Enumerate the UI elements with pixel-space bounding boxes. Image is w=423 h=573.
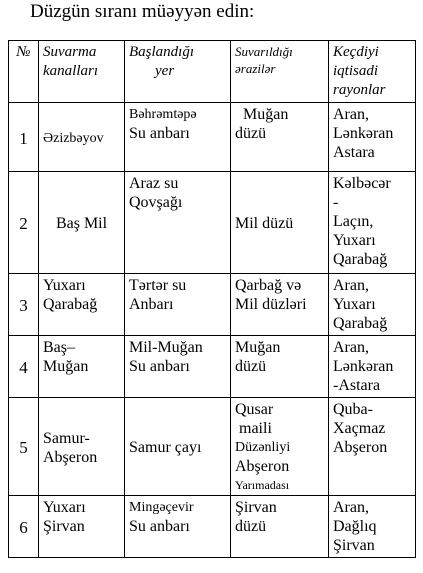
row-number: 6 [9, 496, 39, 558]
row-number: 5 [9, 398, 39, 496]
areas-cell: Mil düzü [231, 172, 329, 274]
start-cell: Mil-Muğan Su anbarı [125, 336, 231, 398]
regions-cell: Kəlbəcər - Laçın, Yuxarı Qarabağ [329, 172, 416, 274]
row-number: 2 [9, 172, 39, 274]
row-number: 4 [9, 336, 39, 398]
areas-cell: Muğan düzü [231, 336, 329, 398]
header-regions: Keçdiyi iqtisadi rayonlar [329, 41, 416, 103]
header-canals: Suvarma kanalları [39, 41, 125, 103]
canal-cell: Əzizbəyov [39, 103, 125, 172]
start-cell: Tərtər su Anbarı [125, 274, 231, 336]
regions-cell: Aran, Dağlıq Şirvan [329, 496, 416, 558]
regions-cell: Aran, Lənkəran -Astara [329, 336, 416, 398]
table-row [9, 274, 416, 336]
canal-cell: Yuxarı Qarabağ [39, 274, 125, 336]
table-row [9, 398, 416, 496]
areas-cell: Şirvan düzü [231, 496, 329, 558]
regions-cell: Quba- Xaçmaz Abşeron [329, 398, 416, 496]
start-cell: Mingəçevir Su anbarı [125, 496, 231, 558]
table-row [9, 496, 416, 558]
regions-cell: Aran, Lənkəran Astara [329, 103, 416, 172]
row-number: 1 [9, 103, 39, 172]
table-row [9, 336, 416, 398]
header-number: № [9, 41, 39, 103]
regions-cell: Aran, Yuxarı Qarabağ [329, 274, 416, 336]
header-areas: Suvarıldığı ərazilər [231, 41, 329, 103]
header-start: Başlandığı yer [125, 41, 231, 103]
canal-cell: Baş– Muğan [39, 336, 125, 398]
table-row [9, 103, 416, 172]
header-row [9, 41, 416, 103]
page-heading: Düzgün sıranı müəyyən edin: [30, 1, 255, 22]
start-cell: Bəhrəmtəpə Su anbarı [125, 103, 231, 172]
irrigation-canals-table [8, 40, 416, 558]
row-number: 3 [9, 274, 39, 336]
start-cell: Samur çayı [125, 398, 231, 496]
areas-cell: Qarbağ və Mil düzləri [231, 274, 329, 336]
canal-cell: Samur- Abşeron [39, 398, 125, 496]
table-row [9, 172, 416, 274]
canal-cell: Baş Mil [39, 172, 125, 274]
areas-cell: Qusar maili Düzənliyi Abşeron Yarımadası [231, 398, 329, 496]
areas-cell: Muğan düzü [231, 103, 329, 172]
start-cell: Araz su Qovşağı [125, 172, 231, 274]
canal-cell: Yuxarı Şirvan [39, 496, 125, 558]
